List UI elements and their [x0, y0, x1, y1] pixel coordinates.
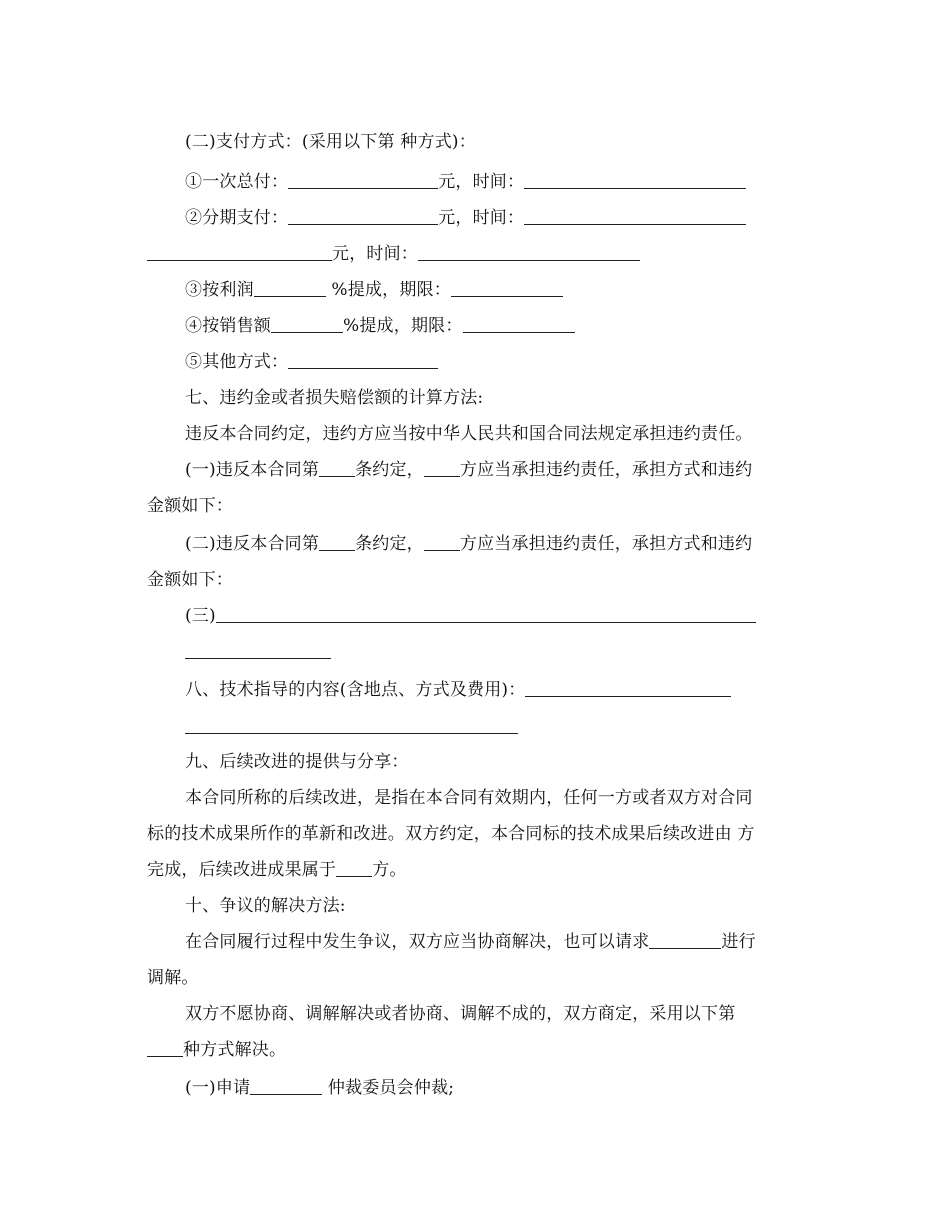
profit-share-label: ③按利润 — [185, 280, 254, 300]
sales-share-label: ④按销售额 — [185, 316, 271, 336]
breach-item-2 — [185, 534, 752, 554]
breach-2-party-blank[interactable] — [424, 534, 460, 551]
mediator-blank[interactable] — [649, 932, 721, 949]
section-9-p3-prefix: 完成，后续改进成果属于 — [147, 860, 337, 880]
section-9-p3 — [147, 860, 407, 880]
section-10-p2: 调解。 — [147, 968, 199, 988]
breach-2-clause-blank[interactable] — [319, 534, 355, 551]
sales-share-blank[interactable] — [271, 316, 343, 333]
installment-row — [185, 208, 746, 228]
breach-2-prefix: (二)违反本合同第 — [185, 534, 320, 554]
lump-sum-time-blank[interactable] — [524, 172, 746, 189]
arbitration-prefix: (一)申请 — [185, 1078, 251, 1098]
arbitration-row — [185, 1078, 454, 1098]
breach-1-prefix: (一)违反本合同第 — [185, 460, 320, 480]
installment-time-2-blank[interactable] — [418, 244, 640, 261]
improvement-owner-blank[interactable] — [336, 860, 372, 877]
breach-3-prefix: (三) — [185, 606, 216, 626]
section-10-p1-suffix: 进行 — [721, 932, 756, 952]
breach-2-middle: 条约定， — [355, 534, 424, 554]
breach-item-1-cont: 金额如下： — [147, 496, 233, 516]
arbitration-committee-blank[interactable] — [250, 1078, 322, 1095]
dispute-method-blank[interactable] — [147, 1040, 183, 1057]
profit-share-row — [185, 280, 563, 300]
section-9-p3-suffix: 方。 — [372, 860, 407, 880]
breach-1-middle: 条约定， — [355, 460, 424, 480]
section-8-row — [185, 680, 731, 700]
section-10-p1-prefix: 在合同履行过程中发生争议，双方应当协商解决，也可以请求 — [185, 932, 650, 952]
section-8-title: 八、技术指导的内容(含地点、方式及费用)： — [185, 680, 526, 700]
breach-3-blank[interactable] — [216, 606, 756, 623]
breach-1-party-blank[interactable] — [424, 460, 460, 477]
breach-item-3 — [185, 606, 756, 626]
section-10-p4-text: 种方式解决。 — [183, 1040, 287, 1060]
sales-share-suffix: %提成，期限： — [343, 316, 463, 336]
lump-sum-yuan-time: 元，时间： — [438, 172, 525, 192]
section-10-p4 — [147, 1040, 286, 1060]
section-9-title: 九、后续改进的提供与分享： — [185, 752, 409, 772]
lump-sum-label: ①一次总付： — [185, 172, 289, 192]
installment-amount-2-blank[interactable] — [147, 244, 332, 261]
installment-row-2 — [147, 244, 640, 264]
installment-2-yuan-time: 元，时间： — [332, 244, 418, 264]
section-9-p2: 标的技术成果所作的革新和改进。双方约定，本合同标的技术成果后续改进由 方 — [147, 824, 755, 844]
section-7-intro: 违反本合同约定，违约方应当按中华人民共和国合同法规定承担违约责任。 — [185, 424, 753, 444]
breach-item-2-cont: 金额如下： — [147, 570, 233, 590]
other-method-blank[interactable] — [288, 352, 438, 369]
breach-item-1 — [185, 460, 752, 480]
breach-3-blank-cont[interactable] — [185, 658, 331, 659]
arbitration-suffix: 仲裁委员会仲裁; — [327, 1078, 455, 1098]
profit-share-period-blank[interactable] — [451, 280, 563, 297]
section-10-title: 十、争议的解决方法: — [185, 896, 346, 916]
tech-guidance-blank[interactable] — [525, 680, 731, 697]
tech-guidance-blank-cont[interactable] — [185, 733, 518, 734]
installment-yuan-time: 元，时间： — [438, 208, 525, 228]
breach-1-clause-blank[interactable] — [319, 460, 355, 477]
lump-sum-row — [185, 172, 746, 192]
section-10-p1 — [185, 932, 756, 952]
profit-share-blank[interactable] — [254, 280, 326, 297]
breach-1-suffix: 方应当承担违约责任，承担方式和违约 — [459, 460, 753, 480]
section-10-p3: 双方不愿协商、调解解决或者协商、调解不成的，双方商定，采用以下第 — [185, 1004, 736, 1024]
other-method-row — [185, 352, 438, 372]
installment-time-blank[interactable] — [524, 208, 746, 225]
lump-sum-amount-blank[interactable] — [288, 172, 438, 189]
profit-share-suffix: %提成，期限： — [331, 280, 451, 300]
payment-method-heading: (二)支付方式：(采用以下第 种方式)： — [185, 132, 476, 152]
section-7-title: 七、违约金或者损失赔偿额的计算方法: — [185, 388, 484, 408]
section-9-p1: 本合同所称的后续改进，是指在本合同有效期内，任何一方或者双方对合同 — [185, 788, 753, 808]
installment-amount-blank[interactable] — [288, 208, 438, 225]
sales-share-row — [185, 316, 575, 336]
breach-2-suffix: 方应当承担违约责任，承担方式和违约 — [459, 534, 753, 554]
sales-share-period-blank[interactable] — [463, 316, 575, 333]
other-method-label: ⑤其他方式： — [185, 352, 289, 372]
installment-label: ②分期支付： — [185, 208, 289, 228]
